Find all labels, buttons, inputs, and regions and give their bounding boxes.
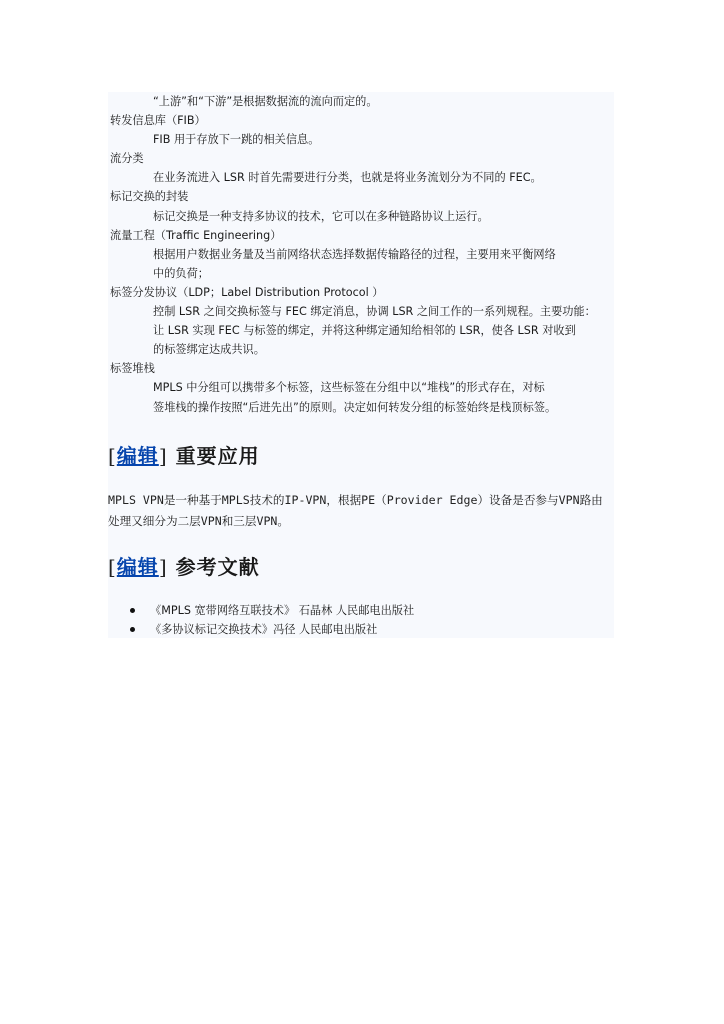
- definition-term: 流分类: [110, 152, 144, 166]
- definition-text: 标记交换是一种支持多协议的技术，它可以在多种链路协议上运行。: [153, 209, 489, 223]
- definition-text: 让 LSR 实现 FEC 与标签的绑定，并将这种绑定通知给相邻的 LSR，使各 LSR 对收到: [153, 324, 576, 338]
- heading-bracket-close: ]: [158, 444, 168, 468]
- definitions-list: [108, 92, 614, 417]
- definition-text: MPLS 中分组可以携带多个标签，这些标签在分组中以“堆栈”的形式存在，对标: [153, 381, 545, 395]
- definition-text: FIB 用于存放下一跳的相关信息。: [153, 133, 320, 147]
- references-list: [108, 601, 614, 639]
- bullet-icon: [130, 627, 135, 632]
- applications-paragraph: MPLS VPN是一种基于MPLS技术的IP-VPN，根据PE（Provider Edge）设备是否参与VPN路由处理又细分为二层VPN和三层VPN。: [108, 493, 603, 528]
- definition-text: 控制 LSR 之间交换标签与 FEC 绑定消息，协调 LSR 之间工作的一系列规程。主要功能：: [153, 305, 596, 319]
- heading-bracket-open: [: [108, 444, 117, 468]
- section-heading-references: [108, 551, 260, 580]
- definition-term: 转发信息库（FIB）: [110, 114, 206, 128]
- definition-text: 根据用户数据业务量及当前网络状态选择数据传输路径的过程，主要用来平衡网络: [153, 247, 556, 261]
- definition-term: 标记交换的封装: [110, 190, 189, 204]
- definition-text: 中的负荷；: [153, 266, 209, 280]
- definition-term: 标签分发协议（LDP；Label Distribution Protocol ）: [110, 285, 384, 299]
- definition-text: 在业务流进入 LSR 时首先需要进行分类，也就是将业务流划分为不同的 FEC。: [153, 171, 542, 185]
- definition-term: 流量工程（Traffic Engineering）: [110, 228, 282, 242]
- definition-term: 标签堆栈: [110, 362, 155, 376]
- definition-text: “上游”和“下游”是根据数据流的流向而定的。: [153, 95, 378, 108]
- section-title: 参考文献: [175, 555, 260, 579]
- reference-text: 《MPLS 宽带网络互联技术》 石晶林 人民邮电出版社: [150, 604, 415, 617]
- heading-bracket-close: ]: [158, 555, 168, 579]
- definition-text: 的标签绑定达成共识。: [153, 343, 265, 357]
- section-heading-applications: [108, 440, 260, 469]
- section-title: 重要应用: [175, 444, 260, 468]
- edit-link[interactable]: 编辑: [116, 555, 159, 579]
- bullet-icon: [130, 608, 135, 613]
- edit-link[interactable]: 编辑: [116, 444, 159, 468]
- document-content: [108, 92, 614, 638]
- reference-text: 《多协议标记交换技术》冯径 人民邮电出版社: [150, 623, 378, 636]
- definition-text: 签堆栈的操作按照“后进先出”的原则。决定如何转发分组的标签始终是栈顶标签。: [153, 400, 557, 414]
- reference-item: [108, 620, 614, 639]
- reference-item: [108, 601, 614, 620]
- heading-bracket-open: [: [108, 555, 117, 579]
